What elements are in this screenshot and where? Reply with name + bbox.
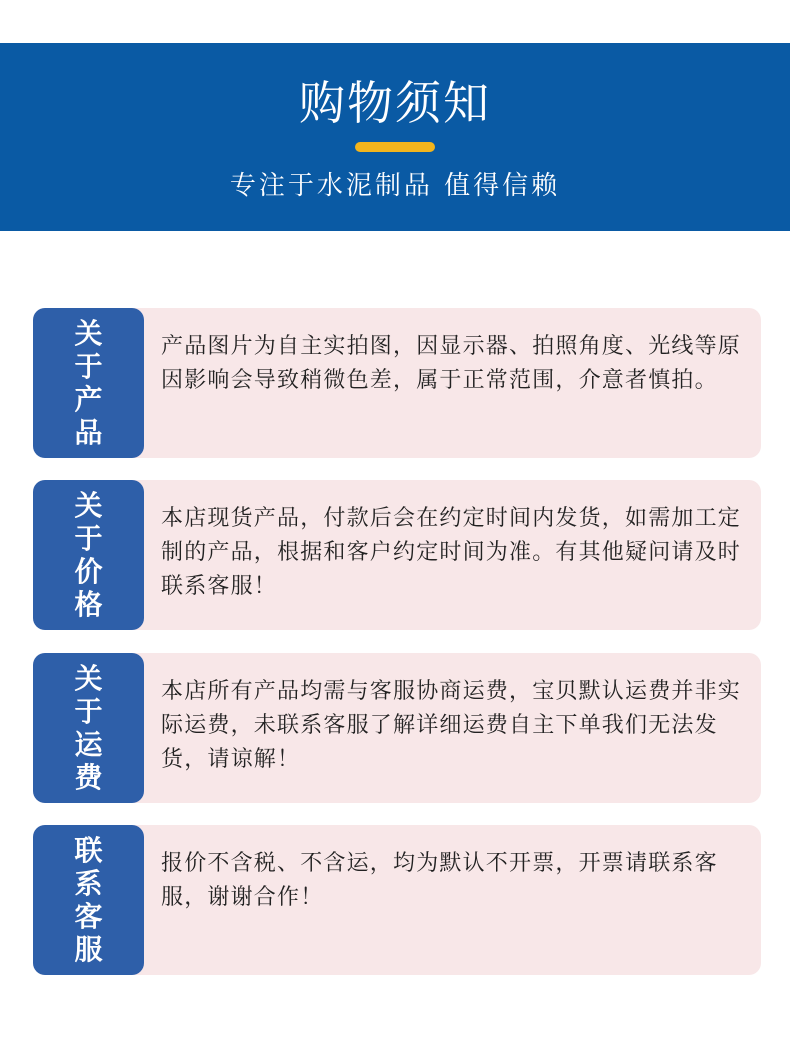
notice-card-price	[33, 480, 761, 630]
notice-card-label	[33, 480, 144, 630]
notice-card-text: 本店所有产品均需与客服协商运费，宝贝默认运费并非实际运费，未联系客服了解详细运费自主下单我们无法发货，请谅解！	[161, 679, 742, 772]
notice-card-label-text: 关于运费	[74, 662, 103, 794]
notice-card-label-text: 关于产品	[74, 317, 103, 449]
notice-card-label-text: 联系客服	[74, 834, 103, 966]
page-title: 购物须知	[299, 76, 491, 130]
notice-card-label	[33, 308, 144, 458]
notice-card-label-text: 关于价格	[74, 489, 103, 621]
title-accent-bar	[355, 142, 435, 152]
notice-card-text: 产品图片为自主实拍图，因显示器、拍照角度、光线等原因影响会导致稍微色差，属于正常范围，介意者慎拍。	[161, 334, 742, 393]
header-banner	[0, 43, 790, 231]
notice-card-label	[33, 825, 144, 975]
notice-card-product	[33, 308, 761, 458]
notice-card-shipping	[33, 653, 761, 803]
notice-card-text: 本店现货产品，付款后会在约定时间内发货，如需加工定制的产品，根据和客户约定时间为准。有其他疑问请及时联系客服！	[161, 506, 742, 599]
notice-card-label	[33, 653, 144, 803]
page-subtitle: 专注于水泥制品 值得信赖	[229, 171, 561, 201]
notice-card-contact	[33, 825, 761, 975]
notice-card-text: 报价不含税、不含运，均为默认不开票，开票请联系客服，谢谢合作！	[161, 851, 718, 910]
